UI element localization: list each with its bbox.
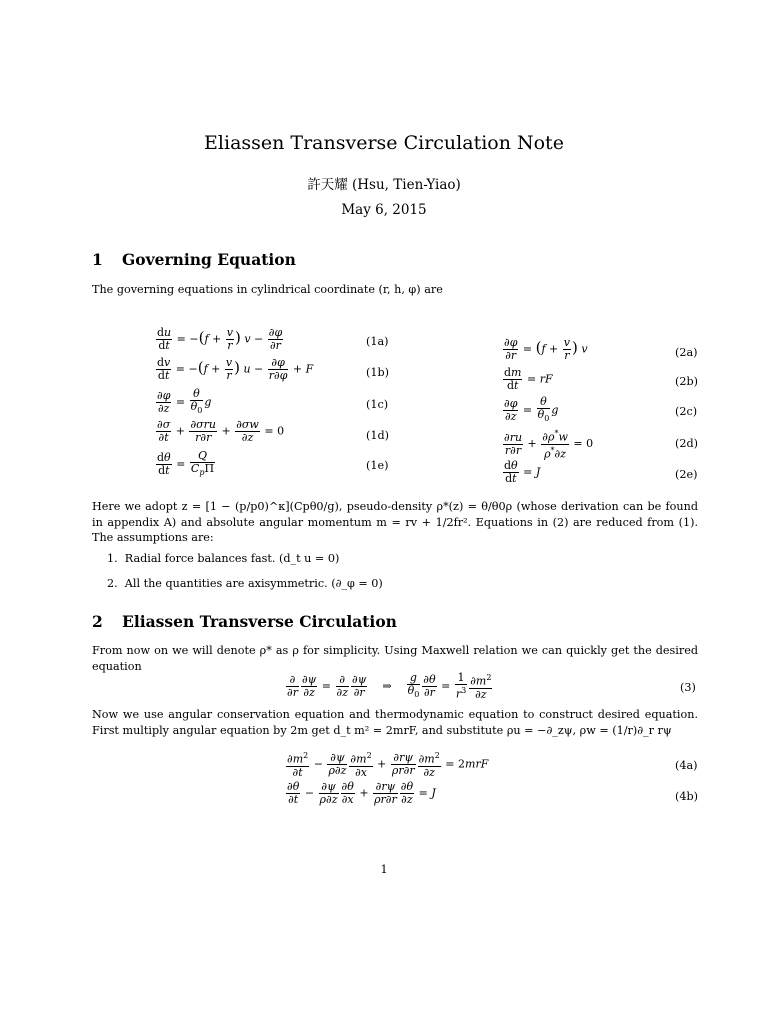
section-1-number: 1 [92, 250, 103, 269]
equation-1a: $\frac{du}{dt}$ = −(f + $\frac{v}{r}$ ) v − $\frac{\partial\varphi}{\partial r}$ [157, 326, 283, 352]
equation-2b: $\frac{dm}{dt}$ = rF [504, 366, 553, 392]
equation-1b: $\frac{dv}{dt}$ = −(f + $\frac{v}{r}$ ) u − $\frac{\partial\varphi}{r\partial\varphi}$ + F [157, 356, 314, 382]
section-2-paragraph-2: Now we use angular conservation equation and thermodynamic equation to construct desired equation. First multiply angular equation by 2m get d_t m² = 2mrF, and substitute ρu = −∂_zψ, ρw = (1/r)∂_r rψ [92, 708, 698, 737]
equation-number-4b: (4b) [675, 790, 699, 803]
equation-number-2c: (2c) [675, 405, 698, 418]
equation-3: $\frac{\partial}{\partial r}$ $\frac{\partial\psi}{\partial z}$ = $\frac{\partial}{\partial z}$ $\frac{\partial\psi}{\partial r}$ ⇒ $\frac{g}{\theta_0}$ $\frac{\partial\theta}{\partial r}$ = $\frac{1}{r^3}$ $\frac{\partial m^2}{\partial z}$ [287, 671, 492, 701]
equation-number-2d: (2d) [675, 437, 699, 450]
equation-4a: $\frac{\partial m^2}{\partial t}$ − $\frac{\partial\psi}{\rho\partial z}$ $\frac{\partial m^2}{\partial x}$ + $\frac{\partial r\psi}{\rho r\partial r}$ $\frac{\partial m^2}{\partial z}$ = 2mrF [287, 750, 489, 779]
section-1-title: Governing Equation [122, 250, 296, 269]
equation-2d: $\frac{\partial ru}{r\partial r}$ + $\frac{\partial\rho^*w}{\rho^*\partial z}$ = 0 [504, 429, 594, 461]
equation-number-2e: (2e) [675, 468, 698, 481]
equation-number-1b: (1b) [366, 366, 390, 379]
equation-2a: $\frac{\partial\varphi}{\partial r}$ = (f + $\frac{v}{r}$ ) v [504, 336, 588, 362]
assumption-2: 2. All the quantities are axisymmetric. (∂_φ = 0) [107, 577, 383, 590]
section-1-intro: The governing equations in cylindrical coordinate (r, h, φ) are [92, 283, 443, 296]
equation-1d: $\frac{\partial\sigma}{\partial t}$ + $\frac{\text{∂σru}}{r\partial r}$ + $\frac{\partial\sigma w}{\partial z}$ = 0 [157, 418, 285, 444]
equation-number-1a: (1a) [366, 335, 389, 348]
section-2-heading [92, 612, 397, 631]
page-number: 1 [380, 863, 388, 876]
equation-1c: $\frac{\partial\varphi}{\partial z}$ = $\frac{\theta}{\theta_0}$ g [157, 387, 212, 416]
equation-number-4a: (4a) [675, 759, 698, 772]
section-2-paragraph-1: From now on we will denote ρ* as ρ for simplicity. Using Maxwell relation we can quickly get the desired equation [92, 644, 698, 673]
paper-title: Eliassen Transverse Circulation Note [204, 132, 564, 154]
section-2-number: 2 [92, 612, 103, 631]
equation-2e: $\frac{d\theta}{dt}$ = J [504, 459, 541, 485]
equation-2c: $\frac{\partial\varphi}{\partial z}$ = $\frac{\theta}{\theta_0}$ g [504, 395, 559, 424]
equation-number-2a: (2a) [675, 346, 698, 359]
assumption-1: 1. Radial force balances fast. (d_t u = 0) [107, 552, 340, 565]
equation-number-1c: (1c) [366, 398, 389, 411]
equation-1e: $\frac{d\theta}{dt}$ = $\frac{Q}{C_p\Pi}$ [157, 449, 215, 478]
equation-number-1d: (1d) [366, 429, 390, 442]
section-1-heading [92, 250, 296, 269]
equation-number-2b: (2b) [675, 375, 699, 388]
equation-number-3: (3) [680, 681, 696, 694]
equation-4b: $\frac{\partial\theta}{\partial t}$ − $\frac{\partial\psi}{\rho\partial z}$ $\frac{\partial\theta}{\partial x}$ + $\frac{\partial r\psi}{\rho r\partial r}$ $\frac{\partial\theta}{\partial z}$ = J [287, 780, 436, 806]
section-2-title: Eliassen Transverse Circulation [122, 612, 397, 631]
paper-author: 許天耀 (Hsu, Tien-Yiao) [307, 177, 461, 193]
equation-number-1e: (1e) [366, 459, 389, 472]
section-1-paragraph: Here we adopt z = [1 − (p/p0)^κ](Cpθ0/g), pseudo-density ρ*(z) = θ/θ0ρ (whose derivation can be found in appendix A) and absolute angular momentum m = rv + 1/2fr². Equations in (2) are reduced from (1). The assumptions are: [92, 500, 698, 544]
paper-date: May 6, 2015 [341, 202, 427, 218]
